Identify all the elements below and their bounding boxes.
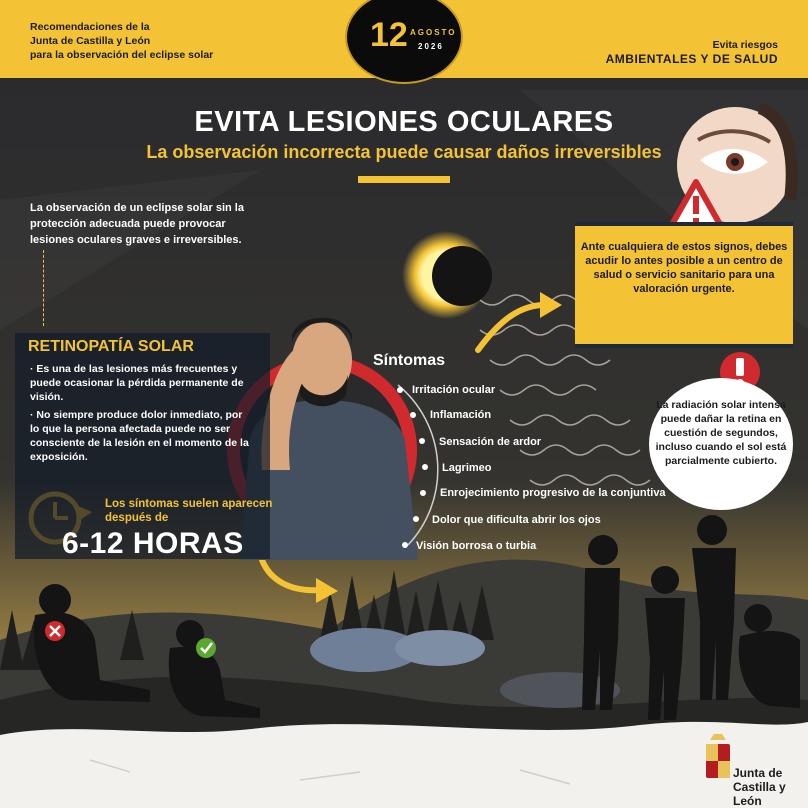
symptom-onset-hours: 6-12 HORAS (62, 527, 244, 560)
symptom-item: Irritación ocular (412, 384, 496, 396)
header-left-line2: Junta de Castilla y León (30, 35, 151, 47)
symptom-item: Enrojecimiento progresivo de la conjuntiva (440, 487, 666, 499)
symptoms-title: Síntomas (373, 352, 446, 369)
org-line1: Junta de (733, 766, 783, 780)
symptom-item: Dolor que dificulta abrir los ojos (432, 514, 601, 526)
date-day: 12 (370, 16, 408, 54)
date-year: 2026 (418, 42, 444, 51)
title-underline (358, 176, 450, 183)
retinopatia-title: RETINOPATÍA SOLAR (28, 338, 194, 355)
symptom-item: Sensación de ardor (439, 436, 542, 448)
intro-text: La observación de un eclipse solar sin la protección adecuada puede provocar lesiones oculares graves e irreversibles. (30, 202, 244, 246)
page-subtitle: La observación incorrecta puede causar daños irreversibles (146, 142, 662, 162)
intro-connector (43, 250, 44, 326)
header-right (606, 38, 778, 66)
check-icon (196, 638, 216, 658)
cross-icon (45, 621, 65, 641)
header-left-line3: para la observación del eclipse solar (30, 49, 214, 61)
retinopatia-bullet: · No siempre produce dolor inmediato, por lo que la persona afectada puede no ser consciente de la lesión en el momento de la exposición. (30, 409, 249, 463)
retinopatia-bullet: · Es una de las lesiones más frecuentes y puede ocasionar la pérdida permanente de visión. (30, 363, 244, 403)
radiation-text: La radiación solar intensa puede dañar la retina en cuestión de segundos, incluso cuando el sol está parcialmente cubierto. (655, 399, 787, 467)
header-right-line2: AMBIENTALES Y DE SALUD (605, 52, 778, 66)
warning-text: Ante cualquiera de estos signos, debes acudir lo antes posible a un centro de salud o servicio sanitario para una valoración urgente. (580, 241, 788, 295)
header-left (30, 20, 280, 62)
page-title: EVITA LESIONES OCULARES (194, 106, 614, 138)
symptom-item: Inflamación (430, 409, 492, 421)
org-logo-text (733, 766, 808, 808)
header-left-line1: Recomendaciones de la (30, 21, 150, 33)
header-right-line1: Evita riesgos (712, 39, 778, 51)
symptom-item: Visión borrosa o turbia (416, 540, 537, 552)
org-line2: Castilla y León (733, 780, 786, 808)
date-month: AGOSTO (410, 28, 457, 37)
symptom-item: Lagrimeo (442, 462, 492, 474)
retinopatia-list (30, 362, 250, 468)
symptom-onset-text: Los síntomas suelen aparecen después de (105, 498, 273, 524)
